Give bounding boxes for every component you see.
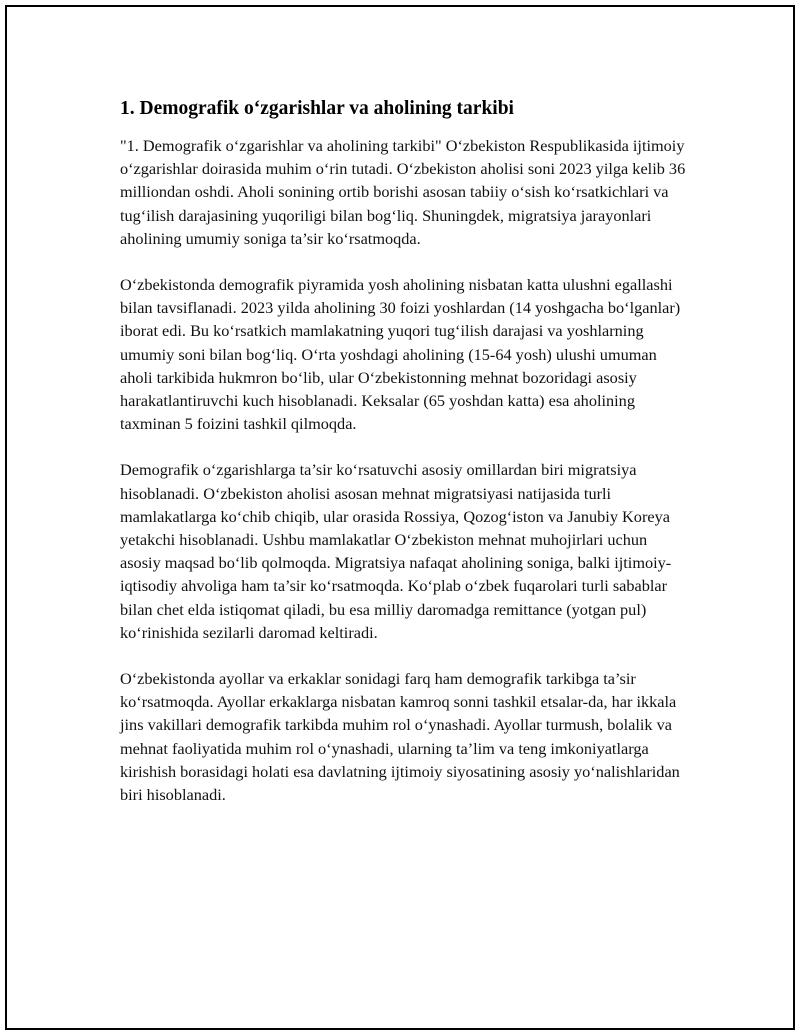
- document-body: [120, 97, 690, 829]
- paragraph-2: O‘zbekistonda demografik piyramida yosh aholining nisbatan katta ulushni egallashi bilan tavsiflanadi. 2023 yilda aholining 30 foizi yoshlardan (14 yoshgacha bo‘lganlar) iborat edi. Bu ko‘rsatkich mamlakatning yuqori tug‘ilish darajasi va yoshlarning umumiy soni bilan bog‘liq. O‘rta yoshdagi aholining (15-64 yosh) ulushi umuman aholi tarkibida hukmron bo‘lib, ular O‘zbekistonning mehnat bozoridagi asosiy harakatlantiruvchi kuch hisoblanadi. Keksalar (65 yoshdan katta) esa aholining taxminan 5 foizini tashkil qilmoqda.: [120, 275, 681, 434]
- section-heading: 1. Demografik o‘zgarishlar va aholining tarkibi: [120, 98, 514, 119]
- document-page: [5, 5, 795, 1030]
- paragraph-4: O‘zbekistonda ayollar va erkaklar sonidagi farq ham demografik tarkibga ta’sir ko‘rsatmoqda. Ayollar erkaklarga nisbatan kamroq sonni tashkil etsalar-da, har ikkala jins vakillari demografik tarkibda muhim rol o‘ynashadi. Ayollar turmush, bolalik va mehnat faoliyatida muhim rol o‘ynashadi, ularning ta’lim va teng imkoniyatlarga kirishish borasidagi holati esa davlatning ijtimoiy siyosatining asosiy yo‘nalishlaridan biri hisoblanadi.: [120, 669, 680, 805]
- paragraph-3: Demografik o‘zgarishlarga ta’sir ko‘rsatuvchi asosiy omillardan biri migratsiya hisoblanadi. O‘zbekiston aholisi asosan mehnat migratsiyasi natijasida turli mamlakatlarga ko‘chib chiqib, ular orasida Rossiya, Qozog‘iston va Janubiy Koreya yetakchi hisoblanadi. Ushbu mamlakatlar O‘zbekiston mehnat muhojirlari uchun asosiy maqsad bo‘lib qolmoqda. Migratsiya nafaqat aholining soniga, balki ijtimoiy-iqtisodiy ahvoliga ham ta’sir ko‘rsatmoqda. Ko‘plab o‘zbek fuqarolari turli sabablar bilan chet elda istiqomat qiladi, bu esa milliy daromadga remittance (yotgan pul) ko‘rinishida sezilarli daromad keltiradi.: [120, 460, 672, 642]
- paragraph-1: "1. Demografik o‘zgarishlar va aholining tarkibi" O‘zbekiston Respublikasida ijtimoiy o‘zgarishlar doirasida muhim o‘rin tutadi. O‘zbekiston aholisi soni 2023 yilga kelib 36 milliondan oshdi. Aholi sonining ortib borishi asosan tabiiy o‘sish ko‘rsatkichlari va tug‘ilish darajasining yuqoriligi bilan bog‘liq. Shuningdek, migratsiya jarayonlari aholining umumiy soniga ta’sir ko‘rsatmoqda.: [120, 136, 686, 248]
